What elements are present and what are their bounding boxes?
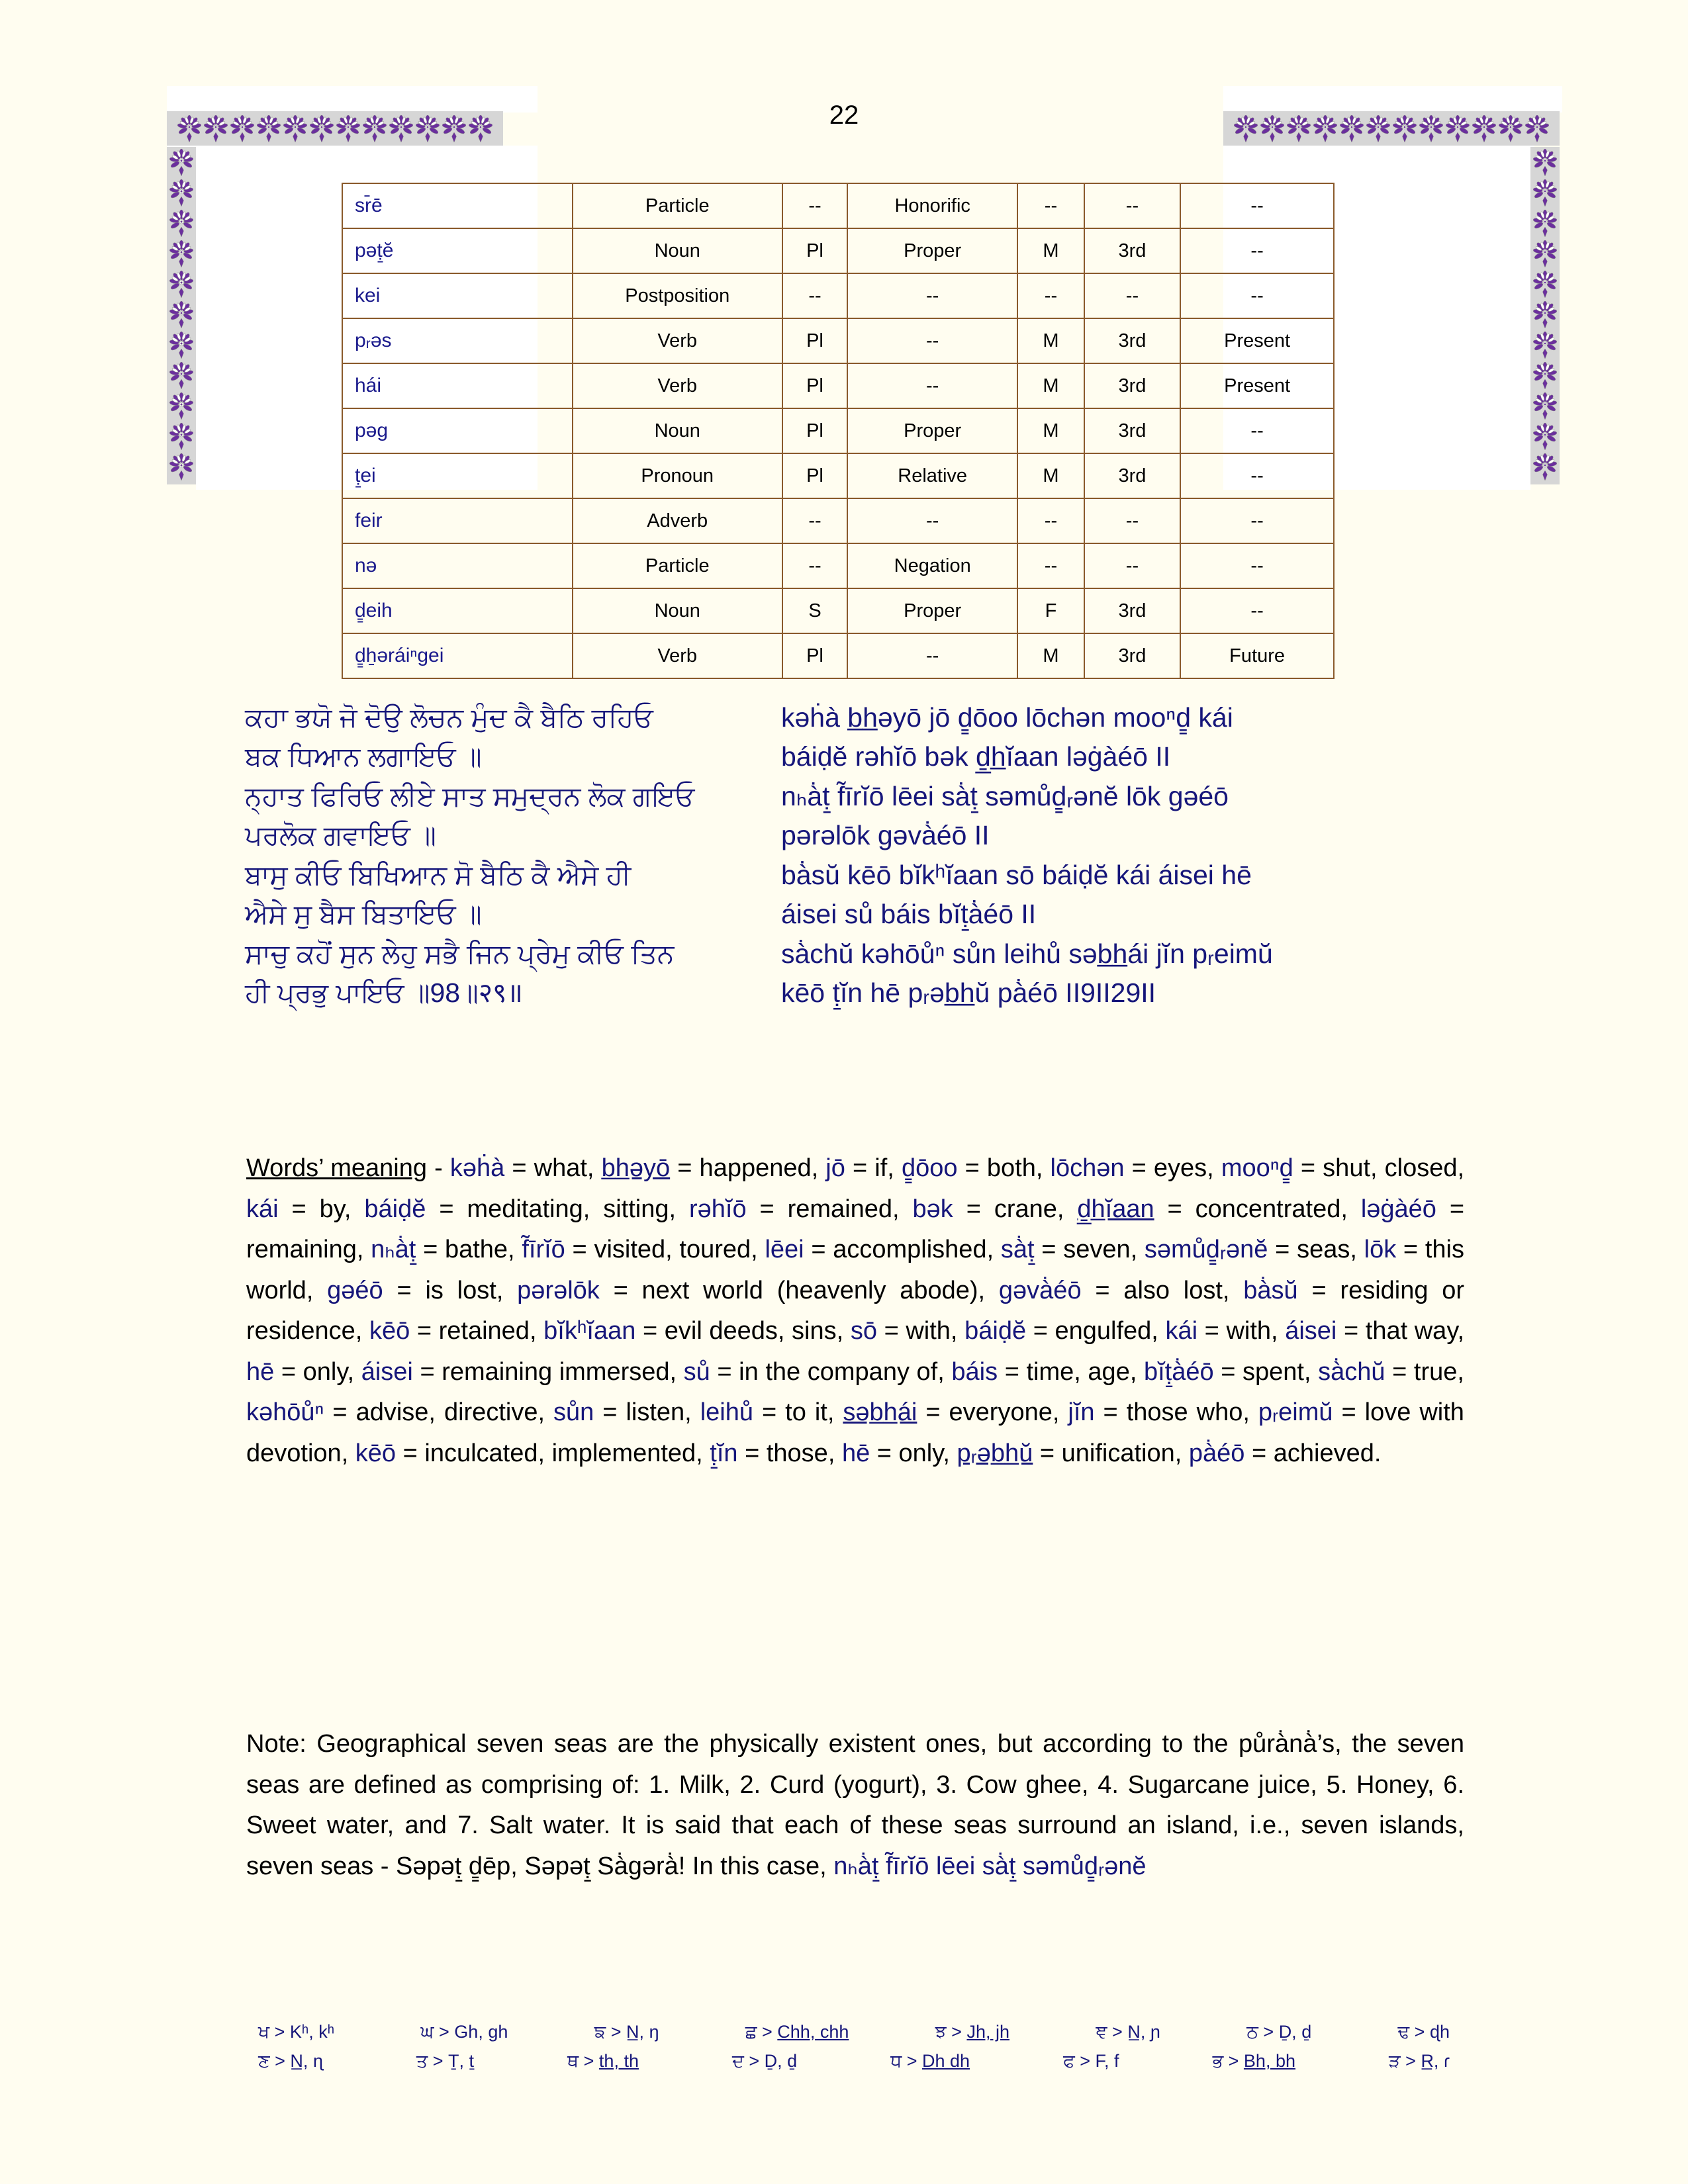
meaning-term: áisei — [361, 1357, 413, 1386]
verse-line-roman: kəḣà b̲h̲əyō jō ḏ̱ōoo lōchən mooⁿḏ̱ kái — [781, 702, 1233, 733]
meaning-term: báis — [951, 1357, 998, 1386]
verse-line-gurmukhi: ਬਕ ਧਿਆਨ ਲਗਾਇਓ ॥ — [245, 741, 482, 772]
meaning-gloss: = bathe, — [423, 1236, 515, 1264]
meaning-gloss: = shut, closed, — [1300, 1154, 1465, 1182]
table-cell-type: Proper — [847, 228, 1017, 273]
roman-equivalent: Ḏ, ḏ — [1278, 2022, 1312, 2042]
roman-equivalent: th, th — [598, 2051, 639, 2071]
verse-line-gurmukhi: ਹੀ ਪ੍ਰਭੁ ਪਾਇਓ ॥98॥२९॥ — [245, 978, 523, 1009]
flower-ornament-icon — [168, 269, 195, 298]
meaning-term: kēō — [355, 1439, 397, 1467]
flower-ornament-icon — [1532, 239, 1558, 268]
table-cell-pos: Noun — [573, 588, 782, 633]
table-cell-type: -- — [847, 318, 1017, 363]
transliteration-key-item — [732, 2051, 797, 2072]
meaning-gloss: = love with devotion, — [246, 1398, 1464, 1467]
meaning-term: mooⁿḏ̱ — [1221, 1154, 1293, 1182]
transliteration-key-item — [935, 2022, 1009, 2043]
meaning-term: leihů — [700, 1398, 753, 1427]
table-cell-person: 3rd — [1084, 318, 1180, 363]
arrow-separator: > — [269, 2022, 290, 2042]
verse-line-gurmukhi: ਕਹਾ ਭਯੋ ਜੋ ਦੋਉ ਲੋਚਨ ਮੁੰਦ ਕੈ ਬੈਠਿ ਰਹਿਓ — [245, 702, 653, 733]
meaning-term: rəhĭō — [688, 1195, 747, 1223]
verse-line-roman: bà̇sŭ kēō bĭkʰĭaan sō báiḍĕ kái áisei hē — [781, 859, 1252, 890]
note-paragraph — [246, 1724, 1464, 1887]
transliteration-key-item — [416, 2051, 474, 2072]
flower-ornament-icon — [168, 239, 195, 268]
meaning-gloss: = listen, — [602, 1398, 692, 1427]
gurmukhi-letter: ਠ — [1246, 2022, 1258, 2042]
table-row — [342, 228, 1334, 273]
table-cell-tense: -- — [1180, 588, 1334, 633]
verse-transliteration — [781, 698, 1496, 1013]
note-highlighted-phrase: nₕà̇ṭ̱ f̃īrĭō lēei sà̇ṭ̱ səmůḏ̱ᵣənĕ — [833, 1852, 1147, 1880]
table-cell-word: ḏ̱eih — [342, 588, 573, 633]
table-row — [342, 183, 1334, 228]
gurmukhi-letter: ਘ — [420, 2022, 434, 2042]
meaning-term: səmůḏ̱ᵣənĕ — [1144, 1236, 1268, 1264]
meaning-gloss: = advise, directive, — [332, 1398, 545, 1427]
roman-equivalent: Kʰ, kʰ — [289, 2022, 335, 2042]
meaning-term: f̃īrĭō — [522, 1236, 565, 1264]
table-cell-tense: -- — [1180, 408, 1334, 453]
transliteration-key-item — [1389, 2051, 1450, 2072]
verse-line-gurmukhi: ਨ੍ਹਾਤ ਫਿਰਿਓ ਲੀਏ ਸਾਤ ਸਮੁਦ੍ਰਨ ਲੋਕ ਗਇਓ — [245, 780, 695, 811]
meaning-gloss: = only, — [281, 1357, 355, 1386]
table-cell-tense: -- — [1180, 228, 1334, 273]
table-row — [342, 273, 1334, 318]
table-cell-number: Pl — [782, 633, 847, 678]
meaning-gloss: = inculcated, implemented, — [402, 1439, 703, 1467]
table-cell-pos: Particle — [573, 543, 782, 588]
meaning-gloss: = by, — [291, 1195, 352, 1223]
gurmukhi-letter: ਫ — [1063, 2051, 1075, 2071]
roman-equivalent: Jh, jh — [966, 2022, 1009, 2042]
table-cell-number: S — [782, 588, 847, 633]
meaning-term: lōk — [1364, 1236, 1397, 1264]
flower-ornament-icon — [1532, 422, 1558, 451]
table-cell-pos: Verb — [573, 363, 782, 408]
table-cell-person: -- — [1084, 183, 1180, 228]
flower-ornament-icon — [1532, 178, 1558, 207]
meaning-term: sà̇ṭ̱ — [1000, 1236, 1035, 1264]
gurmukhi-letter: ਤ — [416, 2051, 428, 2071]
flower-ornament-icon — [1532, 391, 1558, 420]
table-cell-word: ṭ̱ei — [342, 453, 573, 498]
meaning-term: kēō — [369, 1317, 410, 1345]
meaning-term: sů — [683, 1357, 710, 1386]
transliteration-key-item — [1213, 2051, 1295, 2072]
flower-ornament-icon — [1532, 452, 1558, 481]
ornament-band-side-right — [1530, 147, 1560, 484]
meaning-term: sůn — [553, 1398, 594, 1427]
table-cell-word: pəṭ̱ĕ — [342, 228, 573, 273]
verse-line-gurmukhi: ਐਸੇ ਸੁ ਬੈਸ ਬਿਤਾਇਓ ॥ — [245, 899, 482, 930]
table-cell-type: Proper — [847, 408, 1017, 453]
table-cell-gender: -- — [1017, 543, 1084, 588]
meaning-term: bĭkʰĭaan — [543, 1317, 636, 1345]
table-cell-gender: -- — [1017, 183, 1084, 228]
roman-equivalent: F, f — [1095, 2051, 1119, 2071]
transliteration-key-row-2 — [258, 2051, 1450, 2072]
verse-line-roman: báiḍĕ rəhĭō bək ḏ̲h̲ĭaan ləġàéō II — [781, 741, 1171, 772]
meaning-term: ḏ̲h̲ĭaan — [1077, 1195, 1154, 1223]
meaning-term: ṭ̱ĭn — [710, 1439, 738, 1467]
meaning-term: ləġàéō — [1360, 1195, 1436, 1223]
meaning-gloss: = this world, — [246, 1236, 1464, 1304]
table-cell-person: 3rd — [1084, 588, 1180, 633]
arrow-separator: > — [434, 2022, 455, 2042]
table-row — [342, 588, 1334, 633]
table-row — [342, 633, 1334, 678]
table-cell-number: Pl — [782, 453, 847, 498]
roman-equivalent: N̲, ɳ — [290, 2051, 323, 2071]
table-cell-type: -- — [847, 498, 1017, 543]
meaning-term: bà̇sŭ — [1243, 1276, 1298, 1304]
table-cell-word: nə — [342, 543, 573, 588]
meaning-term: bĭṭ̱à̇éō — [1143, 1357, 1214, 1386]
table-cell-gender: M — [1017, 228, 1084, 273]
meaning-term: sà̇chŭ — [1318, 1357, 1385, 1386]
meaning-gloss: = residing or residence, — [246, 1276, 1465, 1345]
meaning-gloss: = accomplished, — [811, 1236, 994, 1264]
meaning-term: kái — [246, 1195, 279, 1223]
table-cell-pos: Noun — [573, 408, 782, 453]
flower-ornament-icon — [1532, 361, 1558, 390]
table-cell-number: Pl — [782, 228, 847, 273]
table-row — [342, 408, 1334, 453]
meaning-gloss: = visited, toured, — [572, 1236, 758, 1264]
roman-equivalent: Ṯ, ṯ — [447, 2051, 474, 2071]
gurmukhi-letter: ਥ — [567, 2051, 579, 2071]
verse-line-roman: nₕà̇ṭ̱ f̃īrĭō lēei sà̇ṭ̱ səmůḏ̱ᵣənĕ lōk gəéō — [781, 780, 1229, 811]
meaning-term: gəvà̇éō — [998, 1276, 1082, 1304]
verse-line-roman: pərəlōk gəvà̇éō II — [781, 820, 990, 851]
verse-line-roman: sà̇chŭ kəhōůⁿ sůn leihů səb̲h̲ái jĭn pᵣeimŭ — [781, 938, 1273, 969]
table-cell-type: Negation — [847, 543, 1017, 588]
roman-equivalent: Ḏ, ḏ — [764, 2051, 798, 2071]
table-cell-gender: -- — [1017, 498, 1084, 543]
meaning-gloss: = both, — [964, 1154, 1043, 1182]
meaning-gloss: = evil deeds, sins, — [642, 1317, 844, 1345]
meaning-gloss: = spent, — [1221, 1357, 1311, 1386]
table-cell-pos: Particle — [573, 183, 782, 228]
meaning-gloss: = is lost, — [397, 1276, 504, 1304]
meaning-gloss: = everyone, — [925, 1398, 1060, 1427]
table-row — [342, 543, 1334, 588]
meaning-term: lēei — [765, 1236, 804, 1264]
meaning-gloss: = with, — [1204, 1317, 1278, 1345]
arrow-separator: > — [428, 2051, 448, 2071]
arrow-separator: > — [269, 2051, 291, 2071]
meaning-gloss: = in the company of, — [717, 1357, 945, 1386]
meaning-gloss: = remaining, — [246, 1195, 1465, 1264]
meaning-term: báiḍĕ — [964, 1317, 1027, 1345]
table-cell-word: feir — [342, 498, 573, 543]
transliteration-key-item — [567, 2051, 639, 2072]
table-cell-gender: M — [1017, 318, 1084, 363]
roman-equivalent: Bh, bh — [1243, 2051, 1295, 2071]
arrow-separator: > — [1223, 2051, 1244, 2071]
flower-ornament-icon — [168, 178, 195, 207]
gurmukhi-letter: ਝ — [935, 2022, 947, 2042]
table-cell-type: Proper — [847, 588, 1017, 633]
transliteration-key-row-1 — [258, 2022, 1450, 2043]
table-cell-person: -- — [1084, 273, 1180, 318]
meaning-gloss: = seven, — [1041, 1236, 1138, 1264]
gurmukhi-letter: ਦ — [732, 2051, 744, 2071]
table-cell-word: pəg — [342, 408, 573, 453]
ornament-band-side-left — [167, 147, 196, 484]
meaning-gloss: = remaining immersed, — [420, 1357, 677, 1386]
meaning-term: lōchən — [1050, 1154, 1125, 1182]
arrow-separator: > — [902, 2051, 923, 2071]
table-cell-pos: Adverb — [573, 498, 782, 543]
flower-ornament-icon — [168, 452, 195, 481]
table-cell-person: 3rd — [1084, 228, 1180, 273]
meaning-term: pᵣəb̲h̲ŭ — [957, 1439, 1033, 1467]
table-row — [342, 453, 1334, 498]
meaning-term: səb̲h̲ái — [843, 1398, 917, 1427]
table-cell-gender: M — [1017, 408, 1084, 453]
meaning-gloss: = next world (heavenly abode), — [613, 1276, 986, 1304]
table-cell-pos: Noun — [573, 228, 782, 273]
table-cell-tense: -- — [1180, 498, 1334, 543]
meaning-gloss: = meditating, sitting, — [439, 1195, 677, 1223]
gurmukhi-letter: ਖ — [258, 2022, 270, 2042]
table-cell-number: -- — [782, 543, 847, 588]
table-cell-tense: -- — [1180, 453, 1334, 498]
verse-line-gurmukhi: ਸਾਚੁ ਕਹੋਂ ਸੁਨ ਲੇਹੁ ਸਭੈ ਜਿਨ ਪ੍ਰੇਮੁ ਕੀਓ ਤਿਨ — [245, 938, 675, 969]
meaning-gloss: = that way, — [1343, 1317, 1465, 1345]
table-cell-gender: M — [1017, 453, 1084, 498]
meaning-term: bək — [912, 1195, 953, 1223]
transliteration-key-item — [1398, 2022, 1450, 2043]
table-cell-type: Relative — [847, 453, 1017, 498]
meaning-term: pᵣeimŭ — [1258, 1398, 1333, 1427]
verse-line-gurmukhi: ਬਾਸੁ ਕੀਓ ਬਿਖਿਆਨ ਸੋ ਬੈਠਿ ਕੈ ਐਸੇ ਹੀ — [245, 859, 632, 890]
table-cell-gender: F — [1017, 588, 1084, 633]
words-meaning-separator: - — [427, 1154, 450, 1182]
arrow-separator: > — [757, 2022, 778, 2042]
table-cell-tense: Present — [1180, 318, 1334, 363]
gurmukhi-letter: ਭ — [1212, 2051, 1224, 2071]
table-cell-pos: Verb — [573, 633, 782, 678]
table-cell-person: -- — [1084, 498, 1180, 543]
flower-ornament-icon — [168, 391, 195, 420]
flower-ornament-icon — [168, 208, 195, 238]
arrow-separator: > — [1107, 2022, 1128, 2042]
meaning-term: báiḍĕ — [364, 1195, 426, 1223]
transliteration-key-item — [258, 2051, 323, 2072]
table-cell-type: -- — [847, 273, 1017, 318]
table-cell-pos: Verb — [573, 318, 782, 363]
scripture-verse — [0, 698, 1688, 1013]
meaning-gloss: = with, — [884, 1317, 958, 1345]
meaning-term: hē — [246, 1357, 275, 1386]
meaning-gloss: = what, — [512, 1154, 594, 1182]
table-cell-number: -- — [782, 183, 847, 228]
table-cell-word: kei — [342, 273, 573, 318]
roman-equivalent: Dh dh — [922, 2051, 970, 2071]
table-row — [342, 363, 1334, 408]
roman-equivalent: N̲, ɲ — [1127, 2022, 1160, 2042]
verse-line-gurmukhi: ਪਰਲੋਕ ਗਵਾਇਓ ॥ — [245, 820, 436, 851]
page-number: 22 — [829, 101, 859, 130]
table-cell-gender: -- — [1017, 273, 1084, 318]
roman-equivalent: ɖh — [1429, 2022, 1450, 2042]
meaning-gloss: = happened, — [677, 1154, 819, 1182]
arrow-separator: > — [1400, 2051, 1421, 2071]
meaning-term: jĭn — [1068, 1398, 1095, 1427]
roman-equivalent: Chh, chh — [777, 2022, 849, 2042]
transliteration-key-item — [1063, 2051, 1119, 2072]
meaning-gloss: = crane, — [966, 1195, 1064, 1223]
meaning-term: b̲h̲əyō — [601, 1154, 671, 1182]
transliteration-key-item — [1096, 2022, 1160, 2043]
table-cell-person: 3rd — [1084, 363, 1180, 408]
table-cell-type: -- — [847, 633, 1017, 678]
roman-equivalent: N̲, ŋ — [626, 2022, 659, 2042]
flower-ornament-icon — [1532, 330, 1558, 359]
table-cell-tense: Future — [1180, 633, 1334, 678]
meaning-term: kəhōůⁿ — [246, 1398, 324, 1427]
table-cell-tense: -- — [1180, 183, 1334, 228]
meaning-term: pà̇éō — [1188, 1439, 1245, 1467]
transliteration-key-item — [1246, 2022, 1311, 2043]
table-cell-gender: M — [1017, 363, 1084, 408]
flower-ornament-icon — [168, 361, 195, 390]
table-cell-type: Honorific — [847, 183, 1017, 228]
note-label: Note: — [246, 1730, 306, 1758]
arrow-separator: > — [1258, 2022, 1279, 2042]
gurmukhi-letter: ਣ — [258, 2051, 270, 2071]
table-cell-number: Pl — [782, 408, 847, 453]
transliteration-key-item — [420, 2022, 508, 2043]
note-body-text: Geographical seven seas are the physically existent ones, but according to the půrà̇nà̇’s, the seven seas are defined as comprising of: 1. Milk, 2. Curd (yogurt), 3. Cow ghee, 4. Sugarcane juice, 5. Honey, 6. Sweet water, and 7. Salt water. It is said that each of these seas surround an island, i.e., seven islands, seven seas - Səpəṭ̱ ḏ̱ēp, Səpəṭ̱ Sà̇gərà̇! In this case, — [246, 1730, 1464, 1880]
gurmukhi-letter: ਙ — [594, 2022, 606, 2042]
flower-ornament-icon — [1532, 148, 1558, 177]
transliteration-key-item — [745, 2022, 849, 2043]
table-cell-tense: -- — [1180, 543, 1334, 588]
words-meaning-paragraph — [246, 1148, 1464, 1474]
flower-ornament-icon — [168, 422, 195, 451]
verse-line-roman: kēō ṭ̱ĭn hē pᵣəb̲h̲ŭ pà̇éō II9II29II — [781, 978, 1156, 1009]
meaning-gloss: = to it, — [761, 1398, 835, 1427]
table-row — [342, 318, 1334, 363]
roman-equivalent: Gh, gh — [454, 2022, 508, 2042]
meaning-gloss: = only, — [876, 1439, 950, 1467]
meaning-term: sō — [850, 1317, 877, 1345]
table-cell-gender: M — [1017, 633, 1084, 678]
meaning-gloss: = achieved. — [1251, 1439, 1382, 1467]
table-cell-pos: Pronoun — [573, 453, 782, 498]
table-cell-number: -- — [782, 498, 847, 543]
meaning-term: nₕà̇ṭ̱ — [371, 1236, 416, 1264]
gurmukhi-letter: ੜ — [1389, 2051, 1401, 2071]
table-cell-number: Pl — [782, 363, 847, 408]
words-meaning-heading: Words’ meaning — [246, 1154, 427, 1182]
table-cell-word: pᵣəs — [342, 318, 573, 363]
table-cell-person: 3rd — [1084, 453, 1180, 498]
meaning-gloss: = those who, — [1103, 1398, 1250, 1427]
meaning-gloss: = those, — [745, 1439, 835, 1467]
flower-ornament-icon — [168, 148, 195, 177]
table-cell-tense: -- — [1180, 273, 1334, 318]
arrow-separator: > — [579, 2051, 599, 2071]
table-cell-word: hái — [342, 363, 573, 408]
gurmukhi-letter: ਢ — [1397, 2022, 1410, 2042]
gurmukhi-letter: ਧ — [890, 2051, 902, 2071]
meaning-term: ḏ̱ōoo — [901, 1154, 958, 1182]
meaning-term: hē — [841, 1439, 870, 1467]
meaning-term: gəéō — [327, 1276, 383, 1304]
arrow-separator: > — [1409, 2022, 1430, 2042]
arrow-separator: > — [743, 2051, 765, 2071]
table-cell-number: -- — [782, 273, 847, 318]
table-cell-person: 3rd — [1084, 408, 1180, 453]
transliteration-key — [258, 2022, 1450, 2080]
table-cell-person: 3rd — [1084, 633, 1180, 678]
meaning-gloss: = true, — [1392, 1357, 1464, 1386]
meaning-gloss: = time, age, — [1004, 1357, 1137, 1386]
gurmukhi-letter: ਛ — [745, 2022, 757, 2042]
transliteration-key-item — [258, 2022, 334, 2043]
meaning-term: áisei — [1285, 1317, 1337, 1345]
meaning-gloss: = concentrated, — [1167, 1195, 1348, 1223]
table-cell-word: ḏ̱ẖəráiⁿgei — [342, 633, 573, 678]
meaning-term: pərəlōk — [517, 1276, 600, 1304]
meaning-term: kái — [1165, 1317, 1198, 1345]
table-row — [342, 498, 1334, 543]
flower-ornament-icon — [1532, 208, 1558, 238]
flower-ornament-icon — [1532, 300, 1558, 329]
transliteration-key-item — [594, 2022, 659, 2043]
meaning-gloss: = unification, — [1039, 1439, 1182, 1467]
flower-ornament-icon — [1532, 269, 1558, 298]
table-cell-tense: Present — [1180, 363, 1334, 408]
table-cell-number: Pl — [782, 318, 847, 363]
verse-line-roman: áisei sů báis bĭṭ̱à̇éō II — [781, 899, 1037, 930]
transliteration-key-item — [890, 2051, 970, 2072]
meaning-gloss: = if, — [852, 1154, 894, 1182]
meaning-gloss: = engulfed, — [1033, 1317, 1158, 1345]
meaning-gloss: = remained, — [759, 1195, 900, 1223]
grammar-analysis-table — [342, 183, 1335, 679]
table-cell-word: sr̄ē — [342, 183, 573, 228]
roman-equivalent: R̲, ɾ — [1421, 2051, 1450, 2071]
arrow-separator: > — [1074, 2051, 1096, 2071]
table-cell-type: -- — [847, 363, 1017, 408]
meaning-gloss: = seas, — [1275, 1236, 1357, 1264]
gurmukhi-letter: ਞ — [1096, 2022, 1107, 2042]
meaning-term: jō — [825, 1154, 845, 1182]
meaning-term: kəḣà — [449, 1154, 505, 1182]
arrow-separator: > — [606, 2022, 626, 2042]
flower-ornament-icon — [168, 330, 195, 359]
table-cell-pos: Postposition — [573, 273, 782, 318]
table-cell-person: -- — [1084, 543, 1180, 588]
meaning-gloss: = also lost, — [1095, 1276, 1230, 1304]
meaning-gloss: = eyes, — [1131, 1154, 1214, 1182]
flower-ornament-icon — [168, 300, 195, 329]
verse-gurmukhi — [245, 698, 774, 1013]
arrow-separator: > — [946, 2022, 967, 2042]
meaning-gloss: = retained, — [416, 1317, 537, 1345]
